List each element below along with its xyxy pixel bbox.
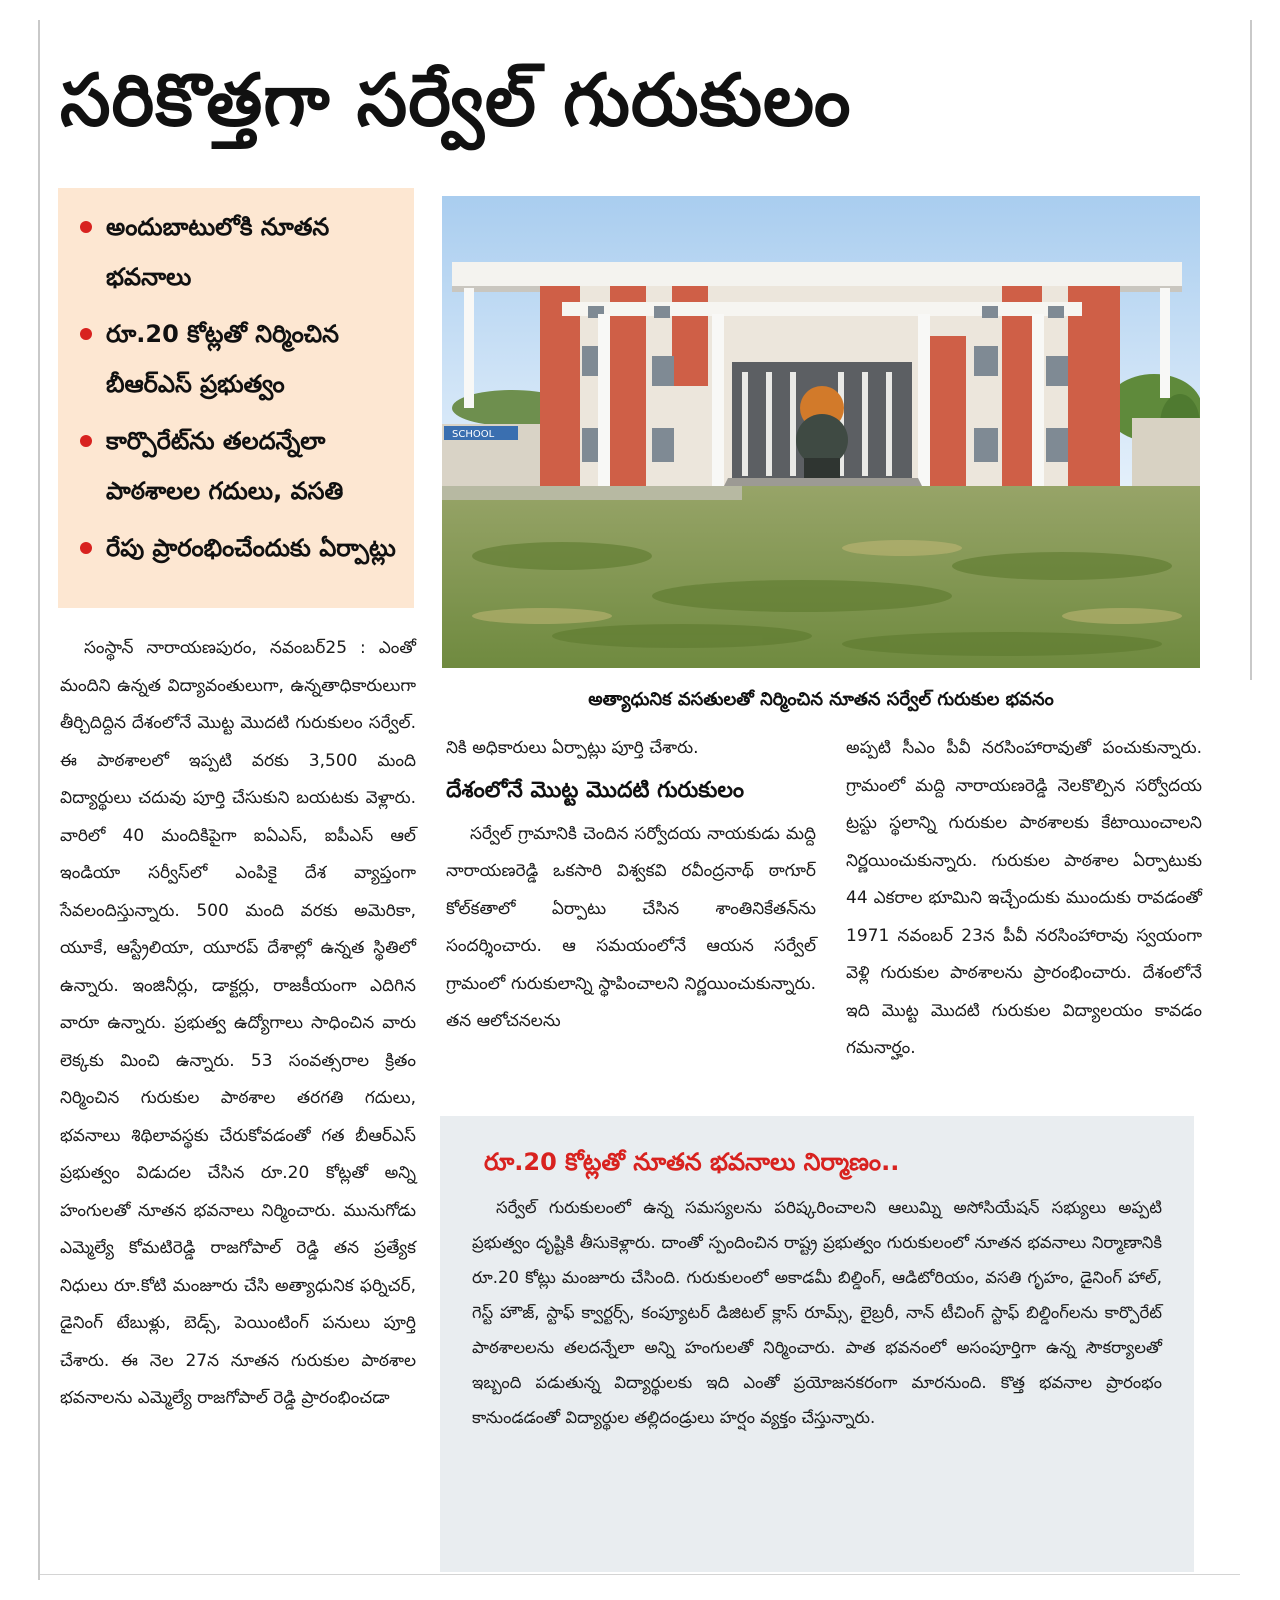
bullet-icon — [80, 435, 92, 447]
sidebar-title: రూ.20 కోట్లతో నూతన భవనాలు నిర్మాణం.. — [484, 1148, 900, 1176]
article-column-3 — [846, 730, 1202, 1068]
highlight-item — [80, 309, 404, 409]
section-subheading: దేశంలోనే మొట్ట మొదటి గురుకులం — [446, 777, 745, 803]
left-column-rule — [38, 20, 40, 1580]
highlight-text: రేపు ప్రారంభించేందుకు ఏర్పాట్లు — [106, 534, 396, 562]
sidebar-box — [440, 1116, 1194, 1572]
right-column-rule — [1250, 20, 1252, 680]
bullet-icon — [80, 542, 92, 554]
article-paragraph: సంస్థాన్ నారాయణపురం, నవంబర్25 : ఎంతో మందిని ఉన్నత విద్యావంతులుగా, ఉన్నతాధికారులుగా తీర్చిదిద్దిన దేశంలోనే మొట్ట మొదటి గురుకులం సర్వేల్. ఈ పాఠశాలలో ఇప్పటి వరకు 3,500 మంది విద్యార్థులు చదువు పూర్తి చేసుకుని బయటకు వెళ్లారు. వారిలో 40 మందికిపైగా ఐఏఎస్, ఐపీఎస్ ఆల్ ఇండియా సర్వీస్‌లో ఎంపికై దేశ వ్యాప్తంగా సేవలందిస్తున్నారు. 500 మంది వరకు అమెరికా, యూకే, ఆస్ట్రేలియా, యూరప్ దేశాల్లో ఉన్నత స్థితిలో ఉన్నారు. ఇంజినీర్లు, డాక్టర్లు, రాజకీయంగా ఎదిగిన వారూ ఉన్నారు. ప్రభుత్వ ఉద్యోగాలు సాధించిన వారు లెక్కకు మించి ఉన్నారు. 53 సంవత్సరాల క్రితం నిర్మించిన గురుకుల పాఠశాల తరగతి గదులు, భవనాలు శిథిలావస్థకు చేరుకోవడంతో గత బీఆర్ఎస్ ప్రభుత్వం విడుదల చేసిన రూ.20 కోట్లతో అన్ని హంగులతో నూతన భవనాలు నిర్మించారు. మునుగోడు ఎమ్మెల్యే కోమటిరెడ్డి రాజగోపాల్ రెడ్డి తన ప్రత్యేక నిధులు రూ.కోటి మంజూరు చేసి అత్యాధునిక ఫర్నిచర్, డైనింగ్ టేబుళ్లు, బెడ్స్, పెయింటింగ్ పనులు పూర్తి చేశారు. ఈ నెల 27న నూతన గురుకుల పాఠశాల భవనాలను ఎమ్మెల్యే రాజగోపాల్ రెడ్డి ప్రారంభించడా — [60, 638, 416, 1408]
highlight-item — [80, 523, 404, 573]
headline: సరికొత్తగా సర్వేల్ గురుకులం — [60, 58, 852, 142]
highlight-item — [80, 202, 404, 302]
highlight-text: రూ.20 కోట్లతో నిర్మించిన బీఆర్ఎస్ ప్రభుత్వం — [106, 320, 340, 398]
bullet-icon — [80, 328, 92, 340]
building-photo — [442, 196, 1200, 668]
photo-caption: అత్యాధునిక వసతులతో నిర్మించిన నూతన సర్వేల్ గురుకుల భవనం — [588, 689, 1054, 710]
bottom-rule — [40, 1574, 1240, 1575]
building-illustration — [442, 196, 1200, 668]
highlight-text: కార్పొరేట్‌ను తలదన్నేలా పాఠశాలల గదులు, వసతి — [106, 427, 344, 505]
sidebar-body: సర్వేల్ గురుకులంలో ఉన్న సమస్యలను పరిష్కరించాలని ఆలుమ్ని అసోసియేషన్ సభ్యులు అప్పటి ప్రభుత్వం దృష్టికి తీసుకెళ్లారు. దాంతో స్పందించిన రాష్ట్ర ప్రభుత్వం గురుకులంలో నూతన భవనాలు నిర్మాణానికి రూ.20 కోట్లు మంజూరు చేసింది. గురుకులంలో అకాడమీ బిల్డింగ్, ఆడిటోరియం, వసతి గృహం, డైనింగ్ హాల్, గెస్ట్ హౌజ్, స్టాఫ్ క్వార్టర్స్, కంప్యూటర్ డిజిటల్ క్లాస్ రూమ్స్, లైబ్రరీ, నాన్ టీచింగ్ స్టాఫ్ బిల్డింగ్‌లను కార్పొరేట్ పాఠశాలలను తలదన్నేలా అన్ని హంగులతో నిర్మించారు. పాత భవనంలో అసంపూర్తిగా ఉన్న సౌకర్యాలతో ఇబ్బంది పడుతున్న విద్యార్థులకు ఇది ఎంతో ప్రయోజనకరంగా మారనుంది. కొత్త భవనాల ప్రారంభం కానుండడంతో విద్యార్థుల తల్లిదండ్రులు హర్షం వ్యక్తం చేస్తున్నారు. — [472, 1198, 1162, 1427]
article-paragraph: అప్పటి సీఎం పీవీ నరసింహారావుతో పంచుకున్నారు. గ్రామంలో మద్ది నారాయణరెడ్డి నెలకొల్పిన సర్వోదయ ట్రస్టు స్థలాన్ని గురుకుల పాఠశాలకు కేటాయించాలని నిర్ణయించుకున్నారు. గురుకుల పాఠశాల ఏర్పాటుకు 44 ఎకరాల భూమిని ఇచ్చేందుకు ముందుకు రావడంతో 1971 నవంబర్ 23న పీవీ నరసింహారావు స్వయంగా వెళ్లి గురుకుల పాఠశాలను ప్రారంభించారు. దేశంలోనే ఇది మొట్ట మొదటి గురుకుల విద్యాలయం కావడం గమనార్హం. — [846, 738, 1202, 1058]
svg-text:SCHOOL: SCHOOL — [452, 429, 495, 440]
bullet-icon — [80, 221, 92, 233]
article-column-1 — [60, 630, 416, 1418]
highlight-item — [80, 416, 404, 516]
article-paragraph: నికి అధికారులు ఏర్పాట్లు పూర్తి చేశారు. — [446, 738, 699, 758]
article-paragraph: సర్వేల్ గ్రామానికి చెందిన సర్వోదయ నాయకుడు మద్ది నారాయణరెడ్డి ఒకసారి విశ్వకవి రవీంద్రనాథ్ ఠాగూర్ కోల్‌కతాలో ఏర్పాటు చేసిన శాంతినికేతన్‌ను సందర్శించారు. ఆ సమయంలోనే ఆయన సర్వేల్ గ్రామంలో గురుకులాన్ని స్థాపించాలని నిర్ణయించుకున్నారు. తన ఆలోచనలను — [446, 823, 816, 1031]
highlights-box — [58, 188, 414, 608]
article-column-2 — [446, 730, 816, 1041]
highlight-text: అందుబాటులోకి నూతన భవనాలు — [106, 213, 330, 291]
